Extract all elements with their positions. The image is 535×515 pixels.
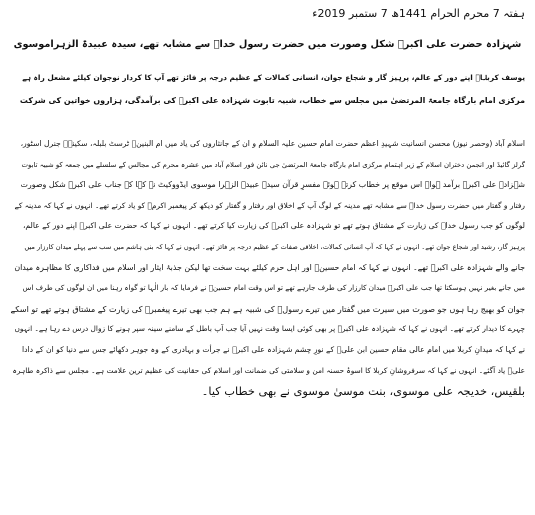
summary-block [10,66,525,112]
body-line: چہرے کا دیدار کرتے تھے۔ انہوں نے کہا کہ شہزادہ علی اکبرؑ پر بھی کوئی ایسا وقت نہیں آیا جب آپ باطل کے سامنے سینہ سپر ہونے کا زوال درس دے رہا ہے۔ انہوں [14,324,525,334]
body-line: اسلام آباد (وحصر نیوز) محسن انسانیت شہیدِ اعظم حضرت امام حسین علیہ السلام و ان کے جانثاروں کی یاد میں ام البنینؑ ٹرسٹ بلبلہ، سکینہؑ جنرل اسٹور، [20,139,525,148]
body-line: شہزادہ علی اکبرؑ برآمد ہوا۔ اس موقع پر خطاب کرتے ہوئے مفسرِ قرآن سیدہ عبیدۃ الزہرا موسوی ایڈووکیٹ نے کہا کہ جناب علی اکبرؑ شکل وصورت [20,180,525,190]
dateline: ہفتہ 7 محرم الحرام 1441ھ 7 ستمبر 2019ء [312,7,525,20]
body-line: گرلز گائیڈ اور انجمن دختران اسلام کے زیر اہتمام مرکزی امام بارگاہ جامعۃ المرتضیٰ جی نائن فور اسلام آباد میں عشرہ محرم کی مجالس کے سلسلے میں جمعہ کو شبیہ تابوت [21,160,525,169]
article-body [10,134,525,402]
body-line: رفتار و گفتار میں حضرت رسول خداؐ سے مشابہ تھے مدینہ کے لوگ آپ کے اخلاق اور رفتار و گفتار کو دیکھ کر پیغمبر اکرمؐ کو یاد کرتے تھے۔ انہوں نے کہا کہ مدینہ کے [14,200,525,210]
summary-line: مرکزی امام بارگاہ جامعۃ المرتضیٰ میں مجلس سے خطاب، شبیہ تابوت شہزادہ علی اکبرؑ کی برآمدگی، ہزاروں خواتین کی شرکت [19,96,525,105]
body-line: نے کہا کہ میدانِ کربلا میں امام عالی مقام حسین ابن علیؑ کے نورِ چشم شہزادہ علی اکبرؑ نے جرأت و بہادری کے وہ جوہر دکھائے جس سے دنیا کو ان کے دادا [21,344,525,354]
summary-line: یوسف کربلاؑ اپنے دور کے عالم، پرہیز گار و شجاع جوان، انسانی کمالات کے عظیم درجہ پر فائز تھے آپ کا کردار نوجوان کیلئے مشعل راہ ہے [22,73,525,82]
body-line: جوان کو بھیج رہا ہوں جو صورت میں سیرت میں گفتار میں تیرے رسولؐ کی شبیہ ہے ہم جب بھی تیرے پیغمبرؐ کی زیارت کے مشتاق ہوتے تھے تو اسکے [10,303,525,314]
headline: شہزادہ حضرت علی اکبرؑ شکل وصورت میں حضرت رسول خداؐ سے مشابہ تھے، سیدہ عبیدۃ الزہراموسوی [13,39,522,50]
body-line: میں جانے بغیر نہیں ہوسکتا تھا جب علی اکبرؑ میدان کارزار کی طرف جارہے تھے تو اس وقت امام حسینؑ نے فرمایا کہ بار الٰہا تو گواہ رہنا میں ان لوگوں کی طرف اس [22,283,525,293]
body-line: لوگوں کو جب رسول خداؐ کی زیارت کے مشتاق ہوتے تھے تو شہزادہ علی اکبرؑ کی زیارت کیا کرتے تھے۔ انہوں نے کہا کہ حضرت علی اکبرؑ اپنے دور کے عالم، [22,221,525,231]
body-line: بلقیس، خدیجہ علی موسوی، بنت موسیٰ موسوی نے بھی خطاب کیا۔ [201,384,525,399]
body-line: علیؑ یاد آگئے۔ انہوں نے کہا کہ سرفروشانِ کربلا کا اسوۂ حسنہ امن و سلامتی کی ضمانت اور اسلام کی حقانیت کی عظیم ترین علامت ہے۔ مجلس سے ذاکرہ طاہرہ [12,365,525,375]
body-line: جانے والے شہزادہ علی اکبرؑ تھے۔ انہوں نے کہا کہ امام حسینؑ اور اہل حرم کیلئے بہت سخت تھا لیکن جذبۂ ایثار اور اسلام میں فداکاری کا مظاہرہ میدان [14,262,525,272]
body-line: پرہیز گار، رشید اور شجاع جوان تھے۔ انہوں نے کہا کہ آپ انسانی کمالات، اخلاقی صفات کے عظیم درجہ پر فائز تھے۔ انہوں نے کہا کہ بنی ہاشم میں سب سے پہلے میدان کارزار میں [24,242,525,251]
